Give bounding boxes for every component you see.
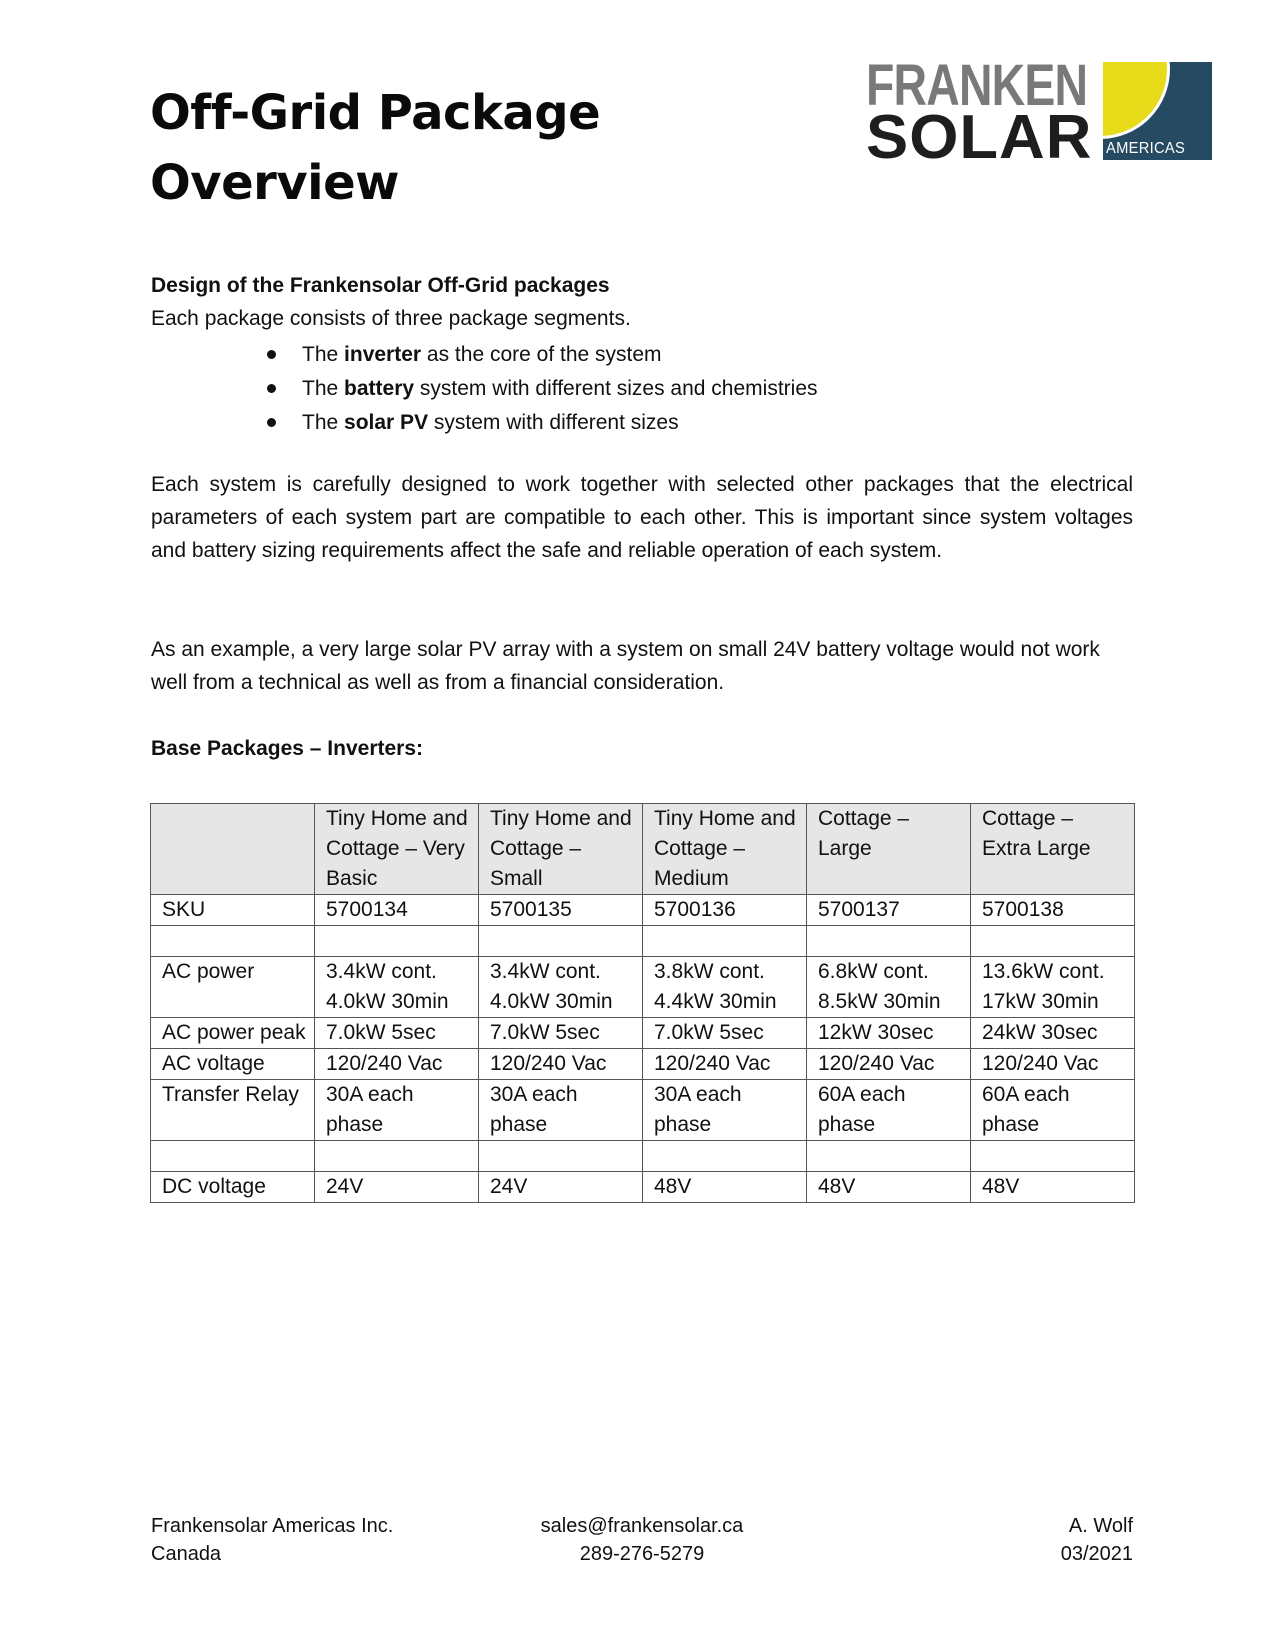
table-cell: 120/240 Vac bbox=[315, 1049, 479, 1080]
table-cell bbox=[643, 1141, 807, 1172]
logo-wordmark-franken: FRANKEN bbox=[866, 53, 1088, 118]
emphasis: inverter bbox=[344, 343, 422, 366]
design-heading: Design of the Frankensolar Off-Grid packages bbox=[151, 274, 610, 297]
table-cell bbox=[807, 1141, 971, 1172]
table-row-sku bbox=[151, 895, 1135, 926]
column-header: Tiny Home and Cottage – Small bbox=[479, 804, 643, 895]
table-row-ac-voltage bbox=[151, 1049, 1135, 1080]
row-label: AC power bbox=[151, 957, 315, 1018]
table-cell bbox=[315, 926, 479, 957]
table-cell: 7.0kW 5sec bbox=[479, 1018, 643, 1049]
column-header: Cottage – Large bbox=[807, 804, 971, 895]
table-cell: 48V bbox=[971, 1172, 1135, 1203]
table-cell: 120/240 Vac bbox=[479, 1049, 643, 1080]
table-cell: 48V bbox=[643, 1172, 807, 1203]
footer-contact-block bbox=[492, 1512, 792, 1568]
table-heading: Base Packages – Inverters: bbox=[151, 737, 424, 760]
table-cell: 5700135 bbox=[479, 895, 643, 926]
example-paragraph: As an example, a very large solar PV array with a system on small 24V battery voltage would not work well from a technical as well as from a financial consideration. bbox=[151, 638, 1100, 694]
table-cell: 30A each phase bbox=[643, 1080, 807, 1141]
table-cell: 5700137 bbox=[807, 895, 971, 926]
segment-list bbox=[151, 338, 818, 440]
footer-author: A. Wolf bbox=[1068, 1515, 1133, 1537]
table-cell: 3.4kW cont. 4.0kW 30min bbox=[479, 957, 643, 1018]
table-cell: 3.4kW cont. 4.0kW 30min bbox=[315, 957, 479, 1018]
table-cell: 7.0kW 5sec bbox=[643, 1018, 807, 1049]
title-line-2: Overview bbox=[150, 155, 399, 211]
table-cell: 120/240 Vac bbox=[971, 1049, 1135, 1080]
table-cell bbox=[151, 1141, 315, 1172]
emphasis: solar PV bbox=[344, 411, 429, 434]
table-cell bbox=[971, 1141, 1135, 1172]
table-cell: 13.6kW cont. 17kW 30min bbox=[971, 957, 1135, 1018]
table-cell: 12kW 30sec bbox=[807, 1018, 971, 1049]
table-cell: 60A each phase bbox=[971, 1080, 1135, 1141]
row-label: SKU bbox=[151, 895, 315, 926]
table-row-transfer-relay bbox=[151, 1080, 1135, 1141]
table-cell bbox=[643, 926, 807, 957]
inverter-packages-table bbox=[150, 803, 1135, 1203]
table-cell: 5700138 bbox=[971, 895, 1135, 926]
table-cell: 48V bbox=[807, 1172, 971, 1203]
frankensolar-logo bbox=[866, 53, 1212, 172]
table-cell bbox=[479, 926, 643, 957]
bullet-icon bbox=[267, 384, 276, 393]
table-cell: 30A each phase bbox=[479, 1080, 643, 1141]
row-label: Transfer Relay bbox=[151, 1080, 315, 1141]
table-cell: 7.0kW 5sec bbox=[315, 1018, 479, 1049]
table-cell: 5700134 bbox=[315, 895, 479, 926]
emphasis: battery bbox=[344, 377, 415, 400]
footer-country: Canada bbox=[151, 1543, 222, 1565]
compatibility-paragraph: Each system is carefully designed to work together with selected other packages that the electrical parameters of each system part are compatible to each other. This is important since system voltages and battery sizing requirements affect the safe and reliable operation of each system. bbox=[151, 473, 1133, 562]
table-row-ac-power bbox=[151, 957, 1135, 1018]
table-row-spacer bbox=[151, 926, 1135, 957]
table-cell: 3.8kW cont. 4.4kW 30min bbox=[643, 957, 807, 1018]
table-row-dc-voltage bbox=[151, 1172, 1135, 1203]
table-row-spacer bbox=[151, 1141, 1135, 1172]
row-label: AC voltage bbox=[151, 1049, 315, 1080]
table-cell bbox=[479, 1141, 643, 1172]
table-cell bbox=[971, 926, 1135, 957]
list-item: The inverter as the core of the system bbox=[151, 338, 818, 372]
page-footer bbox=[151, 1512, 1133, 1572]
table-cell bbox=[151, 926, 315, 957]
table-cell: 24V bbox=[479, 1172, 643, 1203]
page-title bbox=[150, 78, 600, 218]
column-header: Tiny Home and Cottage – Very Basic bbox=[315, 804, 479, 895]
list-item: The solar PV system with different sizes bbox=[151, 406, 818, 440]
table-cell bbox=[315, 1141, 479, 1172]
column-header bbox=[151, 804, 315, 895]
row-label: AC power peak bbox=[151, 1018, 315, 1049]
footer-phone: 289-276-5279 bbox=[579, 1543, 705, 1565]
table-cell bbox=[807, 926, 971, 957]
table-cell: 60A each phase bbox=[807, 1080, 971, 1141]
footer-email-link[interactable]: sales@frankensolar.ca bbox=[540, 1515, 744, 1537]
footer-company: Frankensolar Americas Inc. bbox=[151, 1515, 394, 1537]
list-item: The battery system with different sizes and chemistries bbox=[151, 372, 818, 406]
bullet-icon bbox=[267, 350, 276, 359]
logo-sun-mark-icon bbox=[1103, 62, 1212, 160]
table-header-row bbox=[151, 804, 1135, 895]
sun-icon bbox=[1103, 62, 1167, 136]
table-cell: 120/240 Vac bbox=[643, 1049, 807, 1080]
row-label: DC voltage bbox=[151, 1172, 315, 1203]
logo-wordmark-solar: SOLAR bbox=[866, 103, 1093, 172]
bullet-icon bbox=[267, 418, 276, 427]
column-header: Cottage – Extra Large bbox=[971, 804, 1135, 895]
table-cell: 6.8kW cont. 8.5kW 30min bbox=[807, 957, 971, 1018]
table-cell: 24kW 30sec bbox=[971, 1018, 1135, 1049]
footer-company-block bbox=[151, 1512, 393, 1568]
table-cell: 5700136 bbox=[643, 895, 807, 926]
title-line-1: Off-Grid Package bbox=[150, 85, 601, 141]
table-cell: 30A each phase bbox=[315, 1080, 479, 1141]
table-cell: 24V bbox=[315, 1172, 479, 1203]
logo-region-label: AMERICAS bbox=[1106, 140, 1186, 157]
footer-date: 03/2021 bbox=[1060, 1543, 1133, 1565]
footer-author-block bbox=[1061, 1512, 1133, 1568]
column-header: Tiny Home and Cottage – Medium bbox=[643, 804, 807, 895]
table-row-ac-power-peak bbox=[151, 1018, 1135, 1049]
design-intro: Each package consists of three package segments. bbox=[151, 307, 631, 330]
table-cell: 120/240 Vac bbox=[807, 1049, 971, 1080]
